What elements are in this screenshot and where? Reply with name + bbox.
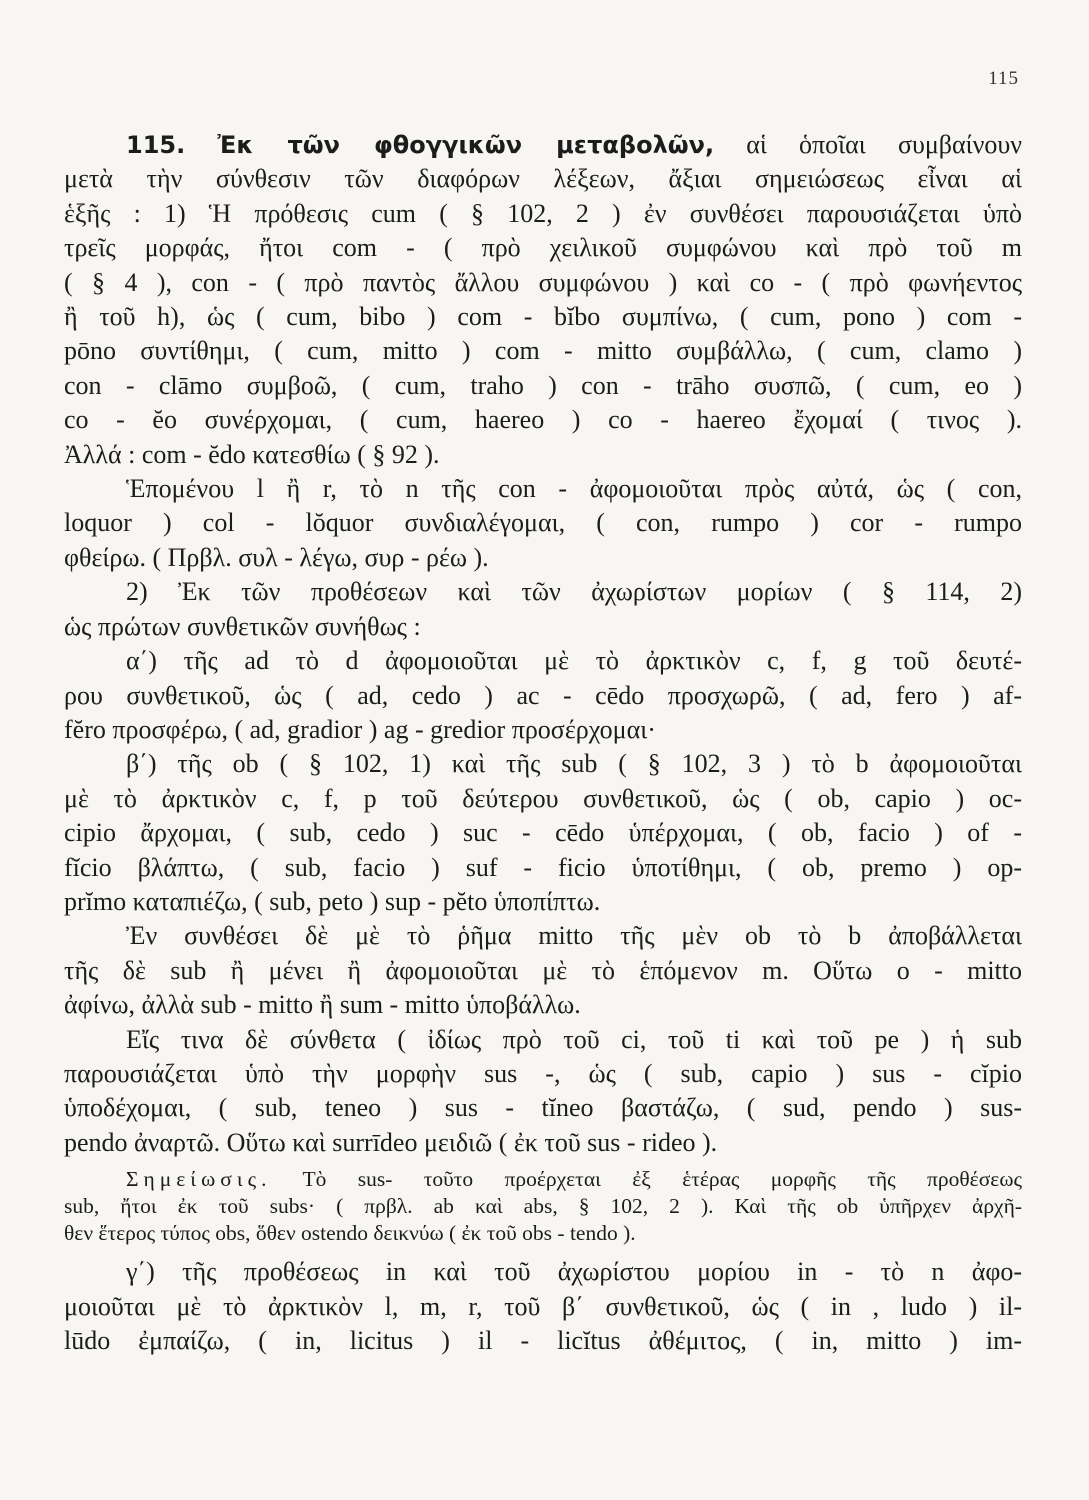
text-line: Ἑπομένου l ἢ r, τὸ n τῆς con - ἀφομοιοῦται πρὸς αὐτά, ὡς ( con, [126, 474, 1022, 504]
text-line: Εἴς τινα δὲ σύνθετα ( ἰδίως πρὸ τοῦ ci, τοῦ ti καὶ τοῦ pe ) ἡ sub [126, 1024, 1022, 1054]
text-line: γ΄) τῆς προθέσεως in καὶ τοῦ ἀχωρίστου μορίου in - τὸ n ἀφο- [126, 1257, 1022, 1287]
text-line: co - ĕo συνέρχομαι, ( cum, haereo ) co - haereo ἔχομαί ( τινος ). [64, 405, 1022, 435]
text-line [64, 1166, 1022, 1193]
text-line: pōno συντίθημι, ( cum, mitto ) com - mitto συμβάλλω, ( cum, clamo ) [64, 336, 1022, 366]
text-line: Ἀλλά : com - ĕdo κατεσθίω ( § 92 ). [64, 439, 440, 469]
text-line: ὡς πρώτων συνθετικῶν συνήθως : [64, 611, 421, 641]
text-line: fĕro προσφέρω, ( ad, gradior ) ag - gredior προσέρχομαι· [64, 714, 656, 744]
page-number: 115 [988, 68, 1019, 89]
text-line: loquor ) col - lŏquor συνδιαλέγομαι, ( con, rumpo ) cor - rumpo [64, 508, 1022, 538]
text-line: μοιοῦται μὲ τὸ ἀρκτικὸν l, m, r, τοῦ β΄ συνθετικοῦ, ὡς ( in , ludo ) il- [64, 1291, 1022, 1321]
text-line: ἀφίνω, ἀλλὰ sub - mitto ἢ sum - mitto ὑποβάλλω. [64, 990, 581, 1020]
text-line: τρεῖς μορφάς, ἤτοι com - ( πρὸ χειλικοῦ συμφώνου καὶ πρὸ τοῦ m [64, 233, 1022, 263]
text-line: lūdo ἐμπαίζω, ( in, licitus ) il - licĭtus ἀθέμιτος, ( in, mitto ) im- [64, 1326, 1022, 1355]
text-line: fĭcio βλάπτω, ( sub, facio ) suf - ficio ὑποτίθημι, ( ob, premo ) op- [64, 852, 1022, 882]
text-fragment: Τὸ sus- τοῦτο προέρχεται ἐξ ἑτέρας μορφῆς τῆς προθέσεως [302, 1167, 1022, 1192]
text-line: cipio ἄρχομαι, ( sub, cedo ) suc - cēdo ὑπέρχομαι, ( ob, facio ) of - [64, 818, 1022, 848]
text-line: παρουσιάζεται ὑπὸ τὴν μορφὴν sus -, ὡς ( sub, capio ) sus - cĭpio [64, 1058, 1022, 1088]
text-line: ἢ τοῦ h), ὡς ( cum, bibo ) com - bĭbo συμπίνω, ( cum, pono ) com - [64, 302, 1022, 332]
text-line: τῆς δὲ sub ἢ μένει ἢ ἀφομοιοῦται μὲ τὸ ἑπόμενον m. Οὕτω o - mitto [64, 955, 1022, 985]
text-fragment: αἱ ὁποῖαι συμβαίνουν [746, 130, 1023, 159]
body-text [64, 128, 1022, 1358]
text-line: con - clāmo συμβοῶ, ( cum, traho ) con - trāho συσπῶ, ( cum, eo ) [64, 370, 1022, 400]
text-line: θεν ἕτερος τύπος obs, ὅθεν ostendo δεικνύω ( ἐκ τοῦ obs - tendo ). [64, 1221, 636, 1246]
text-line: μετὰ τὴν σύνθεσιν τῶν διαφόρων λέξεων, ἄξιαι σημειώσεως εἶναι αἱ [64, 164, 1022, 194]
text-line: μὲ τὸ ἀρκτικὸν c, f, p τοῦ δεύτερου συνθετικοῦ, ὡς ( ob, capio ) oc- [64, 783, 1022, 813]
text-line: 2) Ἐκ τῶν προθέσεων καὶ τῶν ἀχωρίστων μορίων ( § 114, 2) [126, 577, 1022, 607]
note-block [64, 1166, 1022, 1247]
text-line: prĭmo καταπιέζω, ( sub, peto ) sup - pĕto ὑποπίπτω. [64, 886, 601, 916]
text-line: pendo ἀναρτῶ. Οὕτω καὶ surrīdeo μειδιῶ ( ἐκ τοῦ sus - rideo ). [64, 1127, 718, 1157]
section-heading: Ἐκ τῶν φθογγικῶν μεταβολῶν, [217, 131, 715, 159]
section-number: 115. [126, 131, 186, 159]
spacer [64, 1247, 1022, 1255]
text-line: β΄) τῆς ob ( § 102, 1) καὶ τῆς sub ( § 102, 3 ) τὸ b ἀφομοιοῦται [126, 749, 1022, 779]
text-line: ( § 4 ), con - ( πρὸ παντὸς ἄλλου συμφώνου ) καὶ co - ( πρὸ φωνήεντος [64, 267, 1022, 297]
note-label: Σημείωσις. [126, 1167, 272, 1192]
text-line: Ἐν συνθέσει δὲ μὲ τὸ ῥῆμα mitto τῆς μὲν ob τὸ b ἀποβάλλεται [126, 921, 1022, 951]
text-line: ὑποδέχομαι, ( sub, teneo ) sus - tĭneo βαστάζω, ( sud, pendo ) sus- [64, 1093, 1022, 1123]
text-line: ρου συνθετικοῦ, ὡς ( ad, cedo ) ac - cēdo προσχωρῶ, ( ad, fero ) af- [64, 680, 1022, 710]
text-line: ἑξῆς : 1) Ἡ πρόθεσις cum ( § 102, 2 ) ἐν συνθέσει παρουσιάζεται ὑπὸ [64, 198, 1022, 228]
text-line: sub, ἤτοι ἐκ τοῦ subs· ( πρβλ. ab καὶ abs, § 102, 2 ). Καὶ τῆς ob ὑπῆρχεν ἀρχῆ- [64, 1194, 1022, 1219]
text-line [64, 128, 1022, 162]
text-line: φθείρω. ( Πρβλ. συλ - λέγω, συρ - ρέω ). [64, 542, 489, 572]
text-line: α΄) τῆς ad τὸ d ἀφομοιοῦται μὲ τὸ ἀρκτικὸν c, f, g τοῦ δευτέ- [126, 646, 1022, 676]
